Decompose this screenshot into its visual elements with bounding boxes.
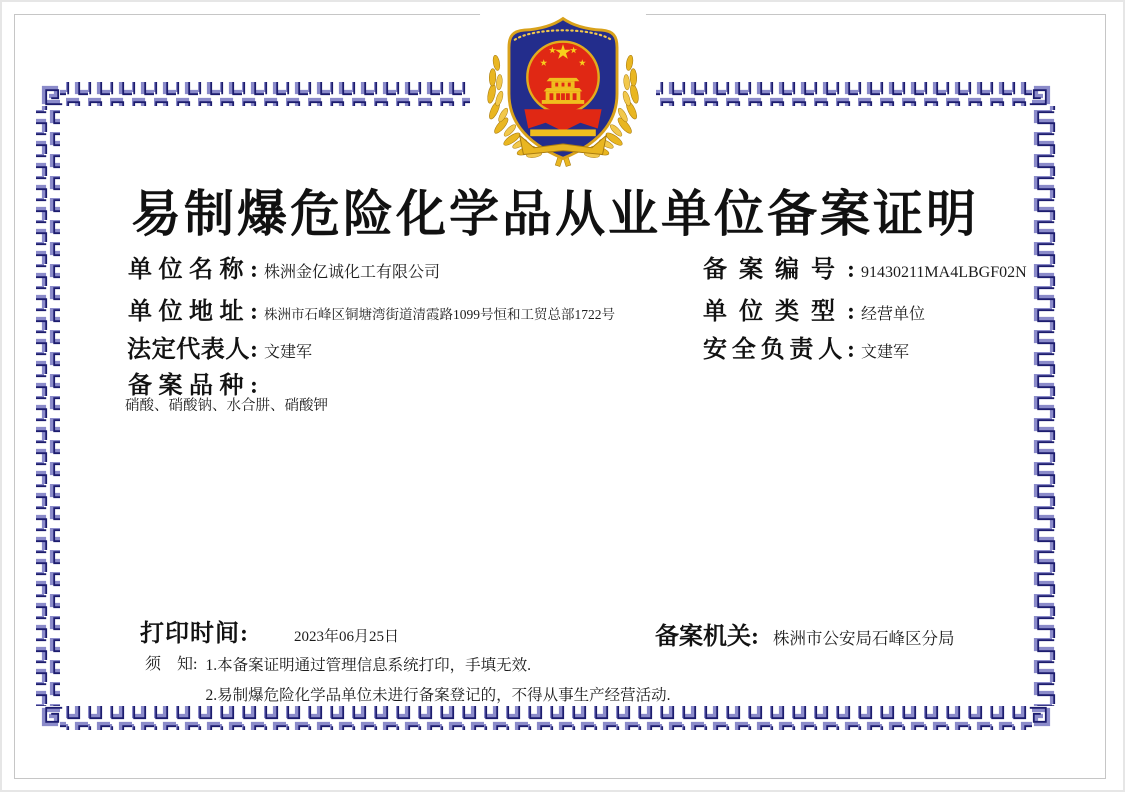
- print-time-value: 2023年06月25日: [294, 629, 400, 645]
- unit-type-label: 单位类型:: [703, 299, 855, 325]
- record-number-label: 备案编号:: [703, 257, 855, 283]
- field-legal-representative: [127, 329, 312, 364]
- notes-label: 须 知:: [145, 656, 198, 673]
- registered-items-value: 硝酸、硝酸钠、水合肼、硝酸钾: [125, 398, 328, 414]
- field-print-time: [140, 613, 399, 648]
- record-number-value: 91430211MA4LBGF02N: [861, 264, 1027, 281]
- record-authority-label: 备案机关:: [655, 624, 759, 650]
- note-line-1: 1.本备案证明通过管理信息系统打印，手填无效.: [205, 657, 531, 674]
- record-authority-value: 株洲市公安局石峰区分局: [773, 629, 955, 648]
- unit-address-value: 株洲市石峰区铜塘湾街道清霞路1099号恒和工贸总部1722号: [264, 307, 615, 322]
- safety-officer-value: 文建军: [861, 344, 910, 361]
- certificate-title: 易制爆危险化学品从业单位备案证明: [131, 186, 979, 242]
- legal-representative-label: 法定代表人:: [127, 337, 258, 363]
- note-line-2: 2.易制爆危险化学品单位未进行备案登记的，不得从事生产经营活动.: [205, 687, 671, 704]
- note-lines: [205, 651, 670, 711]
- safety-officer-label: 安全负责人:: [703, 337, 855, 363]
- unit-name-value: 株洲金亿诚化工有限公司: [264, 264, 441, 281]
- field-record-number: [703, 249, 1027, 284]
- field-record-authority: [655, 616, 955, 651]
- legal-representative-value: 文建军: [264, 344, 313, 361]
- notes-block: [145, 651, 670, 711]
- field-unit-name: [128, 249, 440, 284]
- unit-address-label: 单位地址:: [128, 299, 258, 325]
- field-unit-type: [703, 291, 925, 326]
- police-badge-emblem: [466, 5, 660, 169]
- print-time-label: 打印时间:: [140, 621, 248, 647]
- unit-name-label: 单位名称:: [128, 257, 258, 283]
- field-safety-officer: [703, 329, 909, 364]
- registered-items-label: 备案品种:: [128, 373, 258, 399]
- unit-type-value: 经营单位: [861, 306, 926, 323]
- field-unit-address: [128, 291, 615, 326]
